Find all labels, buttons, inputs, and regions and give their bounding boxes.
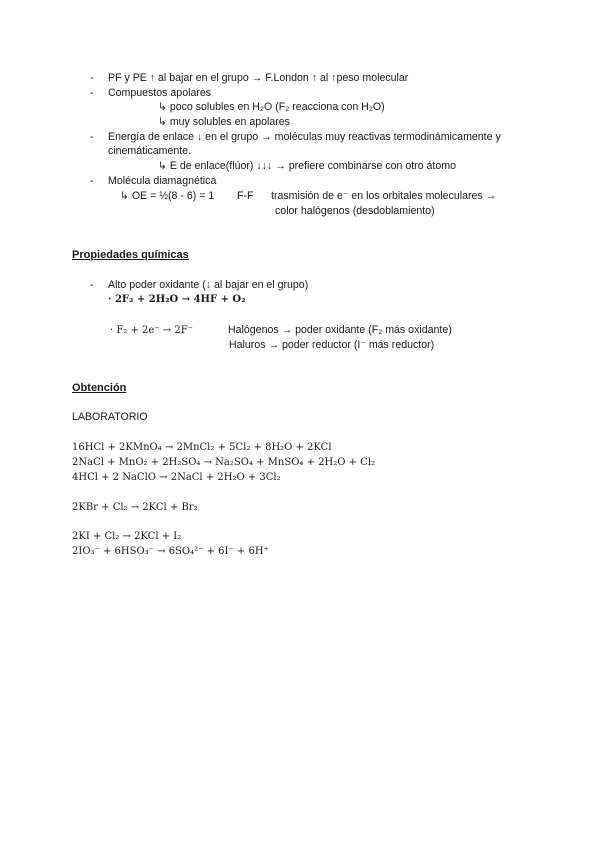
bullet-molecula-diamagnetica: Molécula diamagnética [108,175,217,187]
bullet-dash: - [90,87,94,99]
reaction: 2KI + Cl₂ → 2KCl + I₂ [72,531,182,542]
equation-f2-reduction: · F₂ + 2e⁻ → 2F⁻ [110,325,193,336]
bullet-energia-enlace: Energía de enlace ↓ en el grupo → moléculas muy reactivas termodinámicamente y [108,131,501,143]
transmision-line-1: trasmisión de e⁻ en los orbitales moleculares → [271,190,497,202]
transmision-line-2: color halógenos (desdoblamiento) [275,205,435,217]
bullet-compuestos-apolares: Compuestos apolares [108,87,212,99]
energia-continuation: cinemáticamente. [108,145,192,157]
bullet-dash: - [90,72,94,84]
sub-muy-solubles: ↳ muy solubles en apolares [158,116,290,128]
f-f-bond: F-F [237,190,254,202]
heading-obtencion: Obtención [72,382,127,394]
reaction: 2NaCl + MnO₂ + 2H₂SO₄ → Na₂SO₄ + MnSO₄ + 2H₂O + Cl₂ [72,457,376,468]
bullet-pf-pe: PF y PE ↑ al bajar en el grupo → F.London ↑ al ↑peso molecular [108,72,409,84]
reaction: 2IO₃⁻ + 6HSO₃⁻ → 6SO₄²⁻ + 6I⁻ + 6H⁺ [72,546,269,557]
reaction: 16HCl + 2KMnO₄ → 2MnCl₂ + 5Cl₂ + 8H₂O + 2KCl [72,442,332,453]
haluros-reductor: Haluros → poder reductor (I⁻ más reductor) [229,339,435,351]
bullet-dash: - [90,175,94,187]
reaction: 2KBr + Cl₂ → 2KCl + Br₂ [72,502,198,513]
equation-f2-water: · 2F₂ + 2H₂O → 4HF + O₂ [108,294,246,305]
sub-orden-enlace: ↳ OE = ½(8 - 6) = 1 [120,190,215,202]
bullet-dash: - [90,131,94,143]
halogenos-oxidante: Halógenos → poder oxidante (F₂ más oxidante) [228,324,452,336]
heading-propiedades-quimicas: Propiedades químicas [72,249,189,261]
sub-poco-solubles: ↳ poco solubles en H₂O (F₂ reacciona con H₂O) [158,101,385,113]
reaction: 4HCl + 2 NaClO → 2NaCl + 2H₂O + 3Cl₂ [72,472,281,483]
sub-e-enlace-fluor: ↳ E de enlace(flúor) ↓↓↓ → prefiere combinarse con otro átomo [158,160,456,172]
bullet-alto-poder-oxidante: Alto poder oxidante (↓ al bajar en el grupo) [108,279,309,291]
bullet-dash: - [90,279,94,291]
laboratorio-label: LABORATORIO [72,411,148,423]
